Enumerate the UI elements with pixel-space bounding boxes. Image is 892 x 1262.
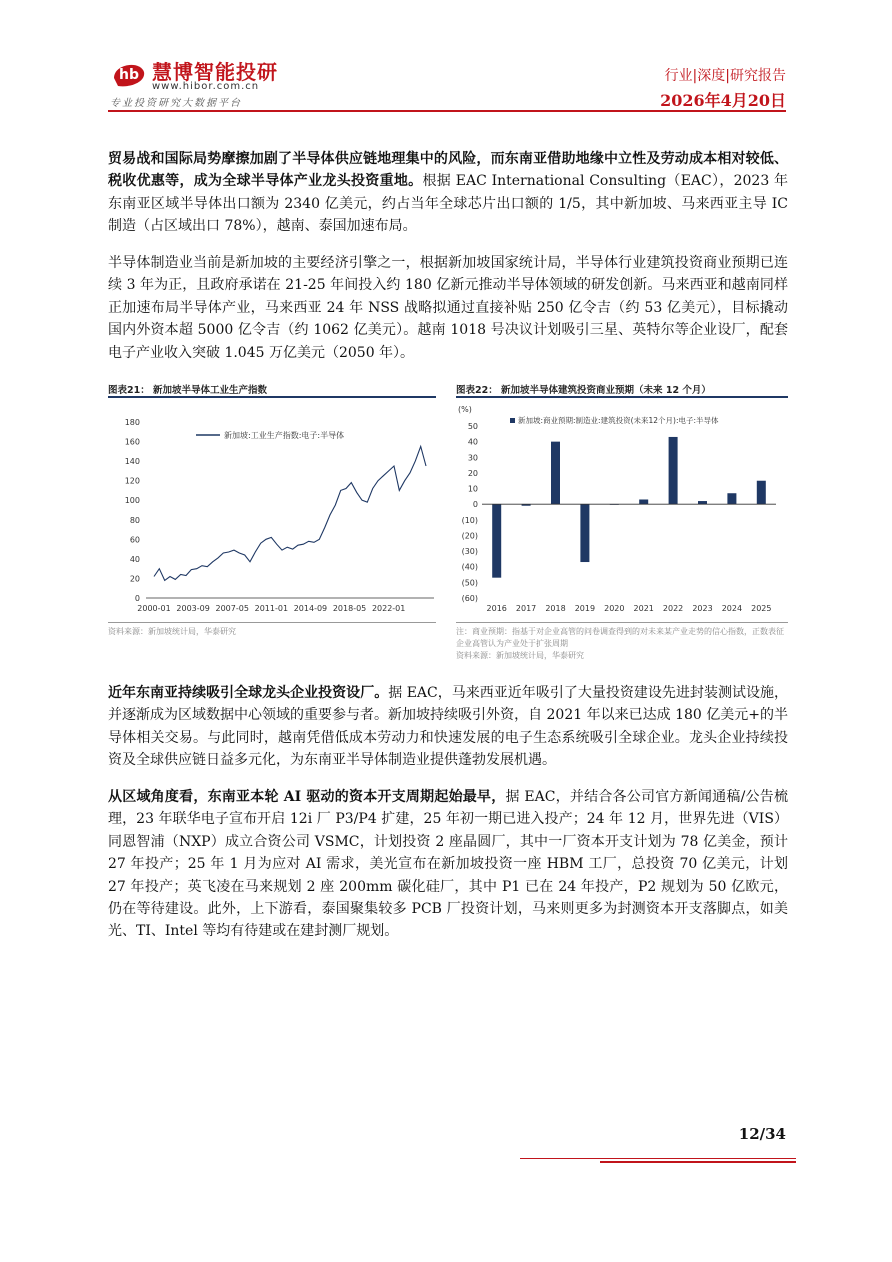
y-tick-label: (30) — [461, 547, 478, 557]
logo-url: www.hibor.com.cn — [152, 81, 260, 92]
legend-swatch — [510, 418, 515, 423]
figure-22-chart — [456, 400, 788, 620]
bar-2016 — [492, 504, 501, 577]
paragraph-3-text: 据 EAC，马来西亚近年吸引了大量投资建设先进封装测试设施，并逐渐成为区域数据中心领域的重要参与者。新加坡持续吸引外资，自 2021 年以来已达成 180 亿美元+的半导体相关交易。与此同时，越南凭借低成本劳动力和快速发展的电子生态系统吸引全球企业。龙头企业持续投资及全球供应链日益多元化，为东南亚半导体制造业提供蓬勃发展机遇。 — [108, 685, 788, 769]
y-tick-label: 40 — [129, 554, 140, 564]
logo-mark — [110, 58, 148, 90]
x-tick-label: 2003-09 — [176, 604, 210, 613]
y-tick-label: (50) — [461, 578, 478, 588]
x-tick-label: 2025 — [751, 604, 772, 613]
y-tick-label: 40 — [467, 437, 478, 447]
paragraph-1 — [108, 148, 788, 238]
bar-2022 — [669, 437, 678, 504]
y-tick-label: 100 — [124, 496, 140, 506]
bar-2021 — [639, 499, 648, 504]
logo-initials: hb — [119, 67, 139, 83]
logo-slogan: 专业投资研究大数据平台 — [110, 98, 242, 109]
x-tick-label: 2022 — [662, 604, 684, 613]
legend-label: 新加坡:商业预期:制造业:建筑投资(未来12个月):电子:半导体 — [518, 416, 719, 425]
x-tick-label: 2016 — [486, 604, 507, 613]
y-tick-label: 30 — [467, 453, 478, 463]
figure-22-bottom-rule — [456, 622, 788, 623]
footer-rule — [520, 1158, 796, 1159]
report-date: 2026年4月20日 — [660, 91, 786, 110]
x-tick-label: 2021 — [633, 604, 654, 613]
y-tick-label: 20 — [467, 468, 478, 478]
bar-2024 — [727, 493, 736, 504]
paragraph-4-lead: 从区域角度看，东南亚本轮 AI 驱动的资本开支周期起始最早， — [108, 789, 506, 805]
figure-22-rule — [456, 396, 788, 398]
figure-21-title: 图表21： 新加坡半导体工业生产指数 — [108, 385, 268, 396]
paragraph-2-text: 半导体制造业当前是新加坡的主要经济引擎之一，根据新加坡国家统计局，半导体行业建筑投资商业预期已连续 3 年为正，且政府承诺在 21-25 年间投入约 180 亿新元推动半导体领域的研发创新。马来西亚和越南同样正加速布局半导体产业，马来西亚 24 年 NSS 战略拟通过直接补贴 250 亿令吉（约 53 亿美元），目标撬动国内外资本超 5000 亿令吉（约 1062 亿美元）。越南 1018 号决议计划吸引三星、英特尔等企业设厂，配套电子产业收入突破 1.045 万亿美元（2050 年）。 — [108, 255, 788, 361]
x-tick-label: 2007-05 — [215, 604, 249, 613]
x-tick-label: 2019 — [574, 604, 596, 613]
y-axis-unit: (%) — [458, 405, 472, 414]
logo-name: 慧博智能投研 — [152, 60, 278, 84]
paragraph-1-lead: 贸易战和国际局势摩擦加剧了半导体供应链地理集中的风险，而东南亚借助地缘中立性及劳动成本相对较低、税收优惠等，成为全球半导体产业龙头投资重地。 — [108, 151, 788, 190]
y-tick-label: 0 — [472, 500, 478, 510]
x-tick-label: 2011-01 — [254, 604, 289, 613]
figure-22-note: 注：商业预期：指基于对企业高管的问卷调查得到的对未来某产业走势的信心指数，正数表征企业高管认为产业处于扩张周期 — [456, 627, 784, 648]
paragraph-2 — [108, 252, 788, 364]
x-tick-label: 2024 — [721, 604, 743, 613]
series-line — [154, 446, 426, 580]
paragraph-4-text: 据 EAC，并结合各公司官方新闻通稿/公告梳理，23 年联华电子宣布开启 12i 厂 P3/P4 扩建，25 年初一期已进入投产；24 年 12 月，世界先进（VIS）同恩智浦（NXP）成立合资公司 VSMC，计划投资 2 座晶圆厂，其中一厂资本开支计划为 78 亿美金，预计 27 年投产；25 年 1 月为应对 AI 需求，美光宣布在新加坡投资一座 HBM 工厂，总投资 70 亿美元，计划 27 年投产；英飞凌在马来规划 2 座 200mm 碳化硅厂，其中 P1 已在 24 年投产，P2 规划为 50 亿欧元，仍在等待建设。此外，上下游看，泰国聚集较多 PCB 厂投资计划，马来则更多为封测资本开支落脚点，如美光、TI、Intel 等均有待建或在建封测厂规划。 — [108, 789, 788, 940]
x-tick-label: 2017 — [515, 604, 537, 613]
y-tick-label: 140 — [124, 457, 140, 467]
y-tick-label: (20) — [461, 531, 478, 541]
y-tick-label: 80 — [129, 515, 140, 525]
figure-21-chart — [108, 402, 440, 620]
page-number: 12/34 — [738, 1125, 786, 1143]
bar-2025 — [757, 481, 766, 504]
figure-21-bottom-rule — [108, 622, 436, 623]
paragraph-4 — [108, 786, 788, 943]
report-type: 行业|深度|研究报告 — [664, 68, 786, 84]
x-tick-label: 2000-01 — [137, 604, 171, 613]
y-tick-label: 20 — [129, 574, 140, 584]
y-tick-label: (10) — [461, 515, 478, 525]
x-tick-label: 2018 — [545, 604, 566, 613]
y-tick-label: (60) — [461, 594, 478, 603]
x-tick-label: 2020 — [604, 604, 625, 613]
y-tick-label: 180 — [124, 418, 140, 427]
legend-label: 新加坡:工业生产指数:电子:半导体 — [224, 431, 345, 440]
x-tick-label: 2023 — [692, 604, 713, 613]
figure-22-title: 图表22： 新加坡半导体建筑投资商业预期（未来 12 个月） — [456, 385, 711, 396]
paragraph-3 — [108, 682, 788, 772]
y-tick-label: 160 — [124, 437, 140, 447]
y-tick-label: 0 — [134, 594, 140, 603]
y-tick-label: 120 — [124, 476, 140, 486]
y-tick-label: (40) — [461, 562, 478, 572]
bar-2023 — [698, 501, 707, 504]
bar-2018 — [551, 442, 560, 505]
y-tick-label: 10 — [467, 484, 478, 494]
bar-2019 — [580, 504, 589, 562]
figure-21-rule — [108, 396, 436, 398]
footer-rule-accent — [600, 1161, 796, 1163]
paragraph-3-lead: 近年东南亚持续吸引全球龙头企业投资设厂。 — [108, 685, 389, 701]
figure-21-source: 资料来源：新加坡统计局，华泰研究 — [108, 627, 236, 636]
paragraph-1-text: 根据 EAC International Consulting（EAC），2023 年东南亚区域半导体出口额为 2340 亿美元，约占当年全球芯片出口额的 1/5，其中新加坡、马来西亚主导 IC 制造（占区域出口 78%），越南、泰国加速布局。 — [108, 173, 788, 235]
x-tick-label: 2018-05 — [332, 604, 367, 613]
header-divider — [108, 110, 786, 112]
y-tick-label: 60 — [129, 535, 140, 545]
x-tick-label: 2014-09 — [293, 604, 328, 613]
x-tick-label: 2022-01 — [371, 604, 406, 613]
figure-22-source: 资料来源：新加坡统计局，华泰研究 — [456, 651, 584, 660]
y-tick-label: 50 — [467, 422, 478, 431]
